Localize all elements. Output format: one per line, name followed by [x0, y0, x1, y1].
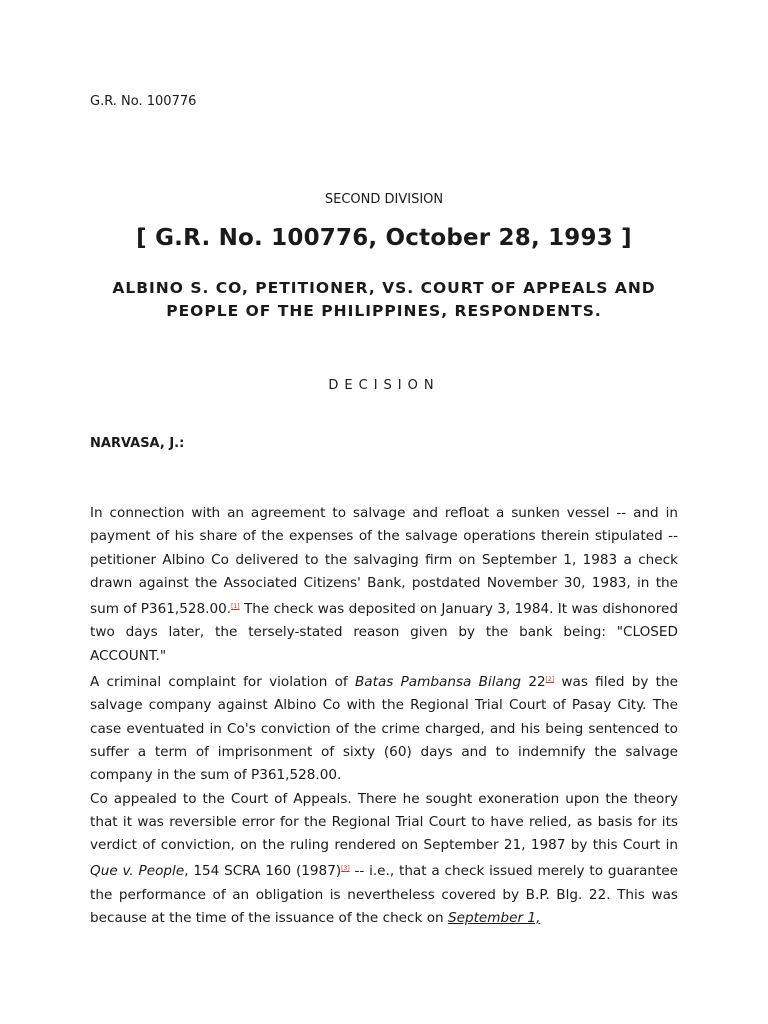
- ponente: NARVASA, J.:: [90, 436, 185, 451]
- decision-body: [90, 502, 678, 930]
- gr-number-header: G.R. No. 100776: [90, 94, 197, 109]
- paragraph-text: 22: [521, 674, 546, 691]
- paragraph-3: [90, 788, 678, 931]
- case-parties: ALBINO S. CO, PETITIONER, VS. COURT OF APPEALS AND PEOPLE OF THE PHILIPPINES, RESPONDENTS.: [112, 279, 656, 320]
- paragraph-text: , 154 SCRA 160 (1987): [184, 863, 342, 880]
- law-title: Batas Pambansa Bilang: [354, 674, 522, 691]
- paragraph-text: -- i.e., that a check issued merely to guarantee the performance of an obligation is nevertheless covered by B.P. Blg. 22. This was because at the time of the issuance of the check on: [90, 863, 678, 927]
- paragraph-text: was filed by the salvage company against Albino Co with the Regional Trial Court of Pasay City. The case eventuated in Co's conviction of the crime charged, and his being sentenced to suffer a term of imprisonment of sixty (60) days and to indemnify the salvage company in the sum of P361,528.00.: [90, 674, 678, 784]
- paragraph-1: [90, 502, 678, 668]
- paragraph-text: A criminal complaint for violation of: [90, 674, 355, 691]
- case-citation: Que v. People: [90, 863, 185, 880]
- footnote-link-2[interactable]: [2]: [545, 676, 555, 684]
- paragraph-text: Co appealed to the Court of Appeals. There he sought exoneration upon the theory that it was reversible error for the Regional Trial Court to have relied, as basis for its verdict of conviction, on the ruling rendered on September 21, 1987 by this Court in: [90, 790, 678, 854]
- footnote-link-1[interactable]: [1]: [231, 603, 240, 611]
- decision-heading: DECISION: [328, 378, 440, 393]
- division-label: SECOND DIVISION: [324, 192, 444, 207]
- case-title: [ G.R. No. 100776, October 28, 1993 ]: [136, 225, 632, 251]
- date-link[interactable]: September 1,: [447, 910, 541, 927]
- footnote-link-3[interactable]: [3]: [341, 865, 350, 873]
- paragraph-2: [90, 668, 678, 787]
- paragraph-text: The check was deposited on January 3, 1984. It was dishonored two days later, the tersely-stated reason given by the bank being: "CLOSED ACCOUNT.": [90, 601, 678, 664]
- paragraph-text: In connection with an agreement to salvage and refloat a sunken vessel -- and in payment of his share of the expenses of the salvage operations therein stipulated -- petitioner Albino Co delivered to the salvaging firm on September 1, 1983 a check drawn against the Associated Citizens' Bank, postdated November 30, 1983, in the sum of P361,528.00.: [90, 505, 678, 618]
